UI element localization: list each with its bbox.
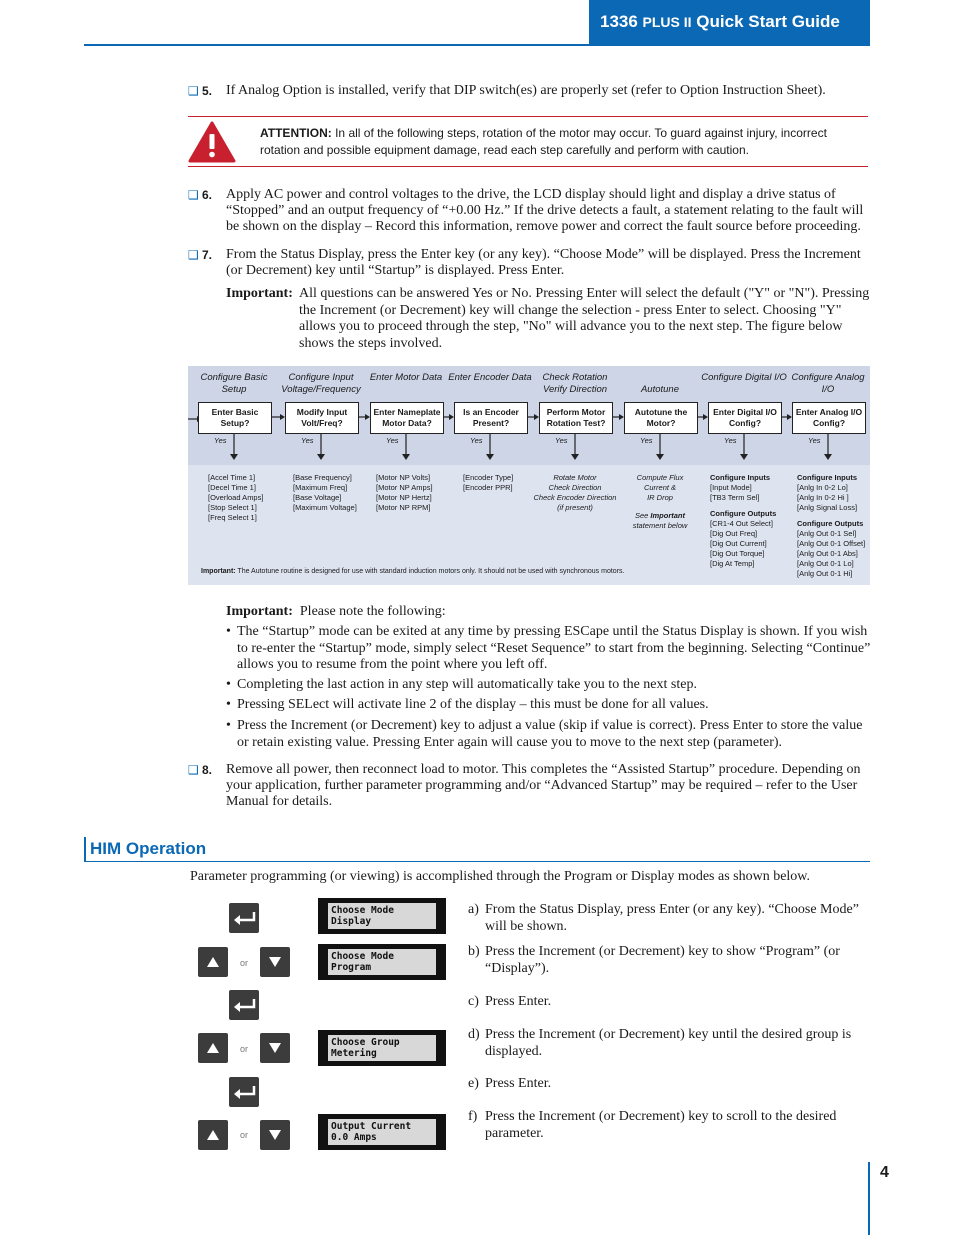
step-number: 7. — [202, 248, 213, 262]
section-marker — [84, 837, 86, 862]
step-text: Apply AC power and control voltages to the drive, the LCD display should light and display a drive status of “Stopped” and an output frequency of “+0.00 Hz.” If the drive detects a fault, a statement relating to the fault will be shown on the display – Record this information, remove power and correct the fault source before proceeding. — [226, 187, 864, 234]
flow-step-heading: Autotune — [640, 384, 680, 395]
lcd-display — [318, 1114, 446, 1150]
decrement-key-icon — [260, 947, 290, 977]
step-number: 8. — [202, 763, 213, 777]
flow-parameter-list: [Accel Time 1] [Decel Time 1] [Overload Amps] [Stop Select 1] [Freq Select 1] — [208, 473, 264, 522]
lcd-display — [318, 1030, 446, 1066]
step-number: 6. — [202, 188, 213, 202]
or-label: or — [240, 958, 249, 968]
section-intro: Parameter programming (or viewing) is accomplished through the Program or Display modes as shown below. — [190, 869, 811, 884]
flow-parameter-list: Configure Inputs [Anlg In 0-2 Lo] [Anlg In 0-2 Hi ] [Anlg Signal Loss] Configure Outputs [Anlg Out 0-1 Sel] [Anlg Out 0-1 Offset] [Anlg Out 0-1 Abs] [Anlg Out 0-1 Lo] [Anlg Out 0-1 Hi] — [797, 473, 866, 578]
flow-parameter-list: [Motor NP Volts] [Motor NP Amps] [Motor NP Hertz] [Motor NP RPM] — [376, 473, 433, 512]
important-note-2: Important: Please note the following: — [226, 604, 446, 619]
flow-decision-box: Autotune the Motor? — [624, 402, 698, 434]
checkbox-icon: ❑ — [188, 84, 199, 98]
flow-step-heading: Configure Input Voltage/Frequency — [281, 372, 361, 395]
flow-parameter-list: [Base Frequency] [Maximum Freq] [Base Voltage] [Maximum Voltage] — [293, 473, 357, 512]
lcd-text: Output Current 0.0 Amps — [328, 1119, 436, 1145]
flow-parameter-list: Compute Flux Current & IR Drop See Important statement below — [632, 473, 688, 530]
configure-outputs-heading: Configure Outputs — [710, 509, 777, 518]
flow-arrowhead — [317, 454, 325, 460]
step-text: From the Status Display, press the Enter key (or any key). “Choose Mode” will be displayed. Press the Increment (or Decrement) key until “Startup” is displayed. Press Enter. — [226, 247, 861, 278]
flow-step-heading: Configure Basic Setup — [200, 372, 268, 395]
enter-key-icon — [229, 990, 259, 1020]
flow-step-heading: Configure Analog I/O — [791, 372, 865, 395]
increment-key-icon — [198, 947, 228, 977]
important-label: Important: — [226, 286, 293, 301]
flow-yes-label: Yes — [214, 436, 227, 445]
checkbox-icon: ❑ — [188, 188, 199, 202]
flow-parameter-list: [Encoder Type] [Encoder PPR] — [463, 473, 514, 492]
page-number: 4 — [880, 1164, 889, 1181]
flowchart-content — [188, 366, 870, 585]
checkbox-icon: ❑ — [188, 763, 199, 777]
step-text: If Analog Option is installed, verify that DIP switch(es) are properly set (refer to Option Instruction Sheet). — [226, 83, 826, 98]
flow-decision-box: Modify Input Volt/Freq? — [285, 402, 359, 434]
page-number-rule — [868, 1162, 870, 1235]
section-title: HIM Operation — [90, 839, 207, 858]
or-label: or — [240, 1044, 249, 1054]
flow-step-heading: Enter Encoder Data — [448, 372, 532, 383]
lcd-text: Choose Mode Display — [328, 903, 436, 929]
flow-decision-box: Enter Digital I/O Config? — [708, 402, 782, 434]
step-number: 5. — [202, 84, 213, 98]
header-rule — [84, 44, 870, 46]
flow-decision-box: Perform Motor Rotation Test? — [539, 402, 613, 434]
section-rule — [84, 861, 870, 862]
flow-parameter-list: Configure Inputs [Input Mode] [TB3 Term Sel] Configure Outputs [CR1-4 Out Select] [Dig Out Freq] [Dig Out Current] [Dig Out Torque] [Dig At Temp] — [710, 473, 777, 568]
flow-step-heading: Configure Digital I/O — [701, 372, 787, 383]
lcd-display — [318, 898, 446, 934]
flow-yes-label: Yes — [470, 436, 483, 445]
configure-outputs-heading: Configure Outputs — [797, 519, 864, 528]
lcd-text: Choose Group Metering — [328, 1035, 436, 1061]
flow-yes-label: Yes — [724, 436, 737, 445]
decrement-key-icon — [260, 1033, 290, 1063]
flow-step-heading: Check Rotation Verify Direction — [542, 372, 608, 395]
flow-yes-label: Yes — [555, 436, 568, 445]
flow-yes-label: Yes — [640, 436, 653, 445]
flow-yes-label: Yes — [386, 436, 399, 445]
enter-key-icon — [229, 903, 259, 933]
increment-key-icon — [198, 1033, 228, 1063]
flowchart-important-note: Important: The Autotune routine is designed for use with standard induction motors only. It should not be used with synchronous motors. — [201, 568, 625, 575]
decrement-key-icon — [260, 1120, 290, 1150]
lcd-display — [318, 944, 446, 980]
checkbox-icon: ❑ — [188, 248, 199, 262]
attention-text: ATTENTION: In all of the following steps, rotation of the motor may occur. To guard against injury, incorrect rotation and possible equipment damage, read each step carefully and perform with caution. — [260, 126, 827, 157]
flow-arrowhead — [824, 454, 832, 460]
page-header-title: 1336 PLUS II Quick Start Guide — [600, 12, 840, 31]
flow-arrowhead — [486, 454, 494, 460]
flow-parameter-list: Rotate Motor Check Direction Check Encoder Direction (if present) — [533, 473, 617, 512]
flow-decision-box: Enter Nameplate Motor Data? — [370, 402, 444, 434]
flow-step-heading: Enter Motor Data — [369, 372, 443, 383]
flow-arrowhead — [740, 454, 748, 460]
lcd-text: Choose Mode Program — [328, 949, 436, 975]
flow-arrowhead — [571, 454, 579, 460]
flow-arrowhead — [230, 454, 238, 460]
flow-yes-label: Yes — [808, 436, 821, 445]
attention-rule-top — [188, 116, 868, 117]
flow-arrowhead — [402, 454, 410, 460]
flow-decision-box: Enter Analog I/O Config? — [792, 402, 866, 434]
important-text: All questions can be answered Yes or No. Pressing Enter will select the default ("Y" or "N"). Pressing the Increment (or Decrement) key will change the selection - press Enter to select. Choosing "Y" allows you to proceed through the step, "No" will advance you to the next step. The figure below shows the steps involved. — [299, 286, 870, 351]
enter-key-icon — [229, 1077, 259, 1107]
flow-yes-label: Yes — [301, 436, 314, 445]
increment-key-icon — [198, 1120, 228, 1150]
flow-arrowhead — [656, 454, 664, 460]
warning-icon — [188, 121, 236, 168]
configure-inputs-heading: Configure Inputs — [710, 473, 770, 482]
configure-inputs-heading: Configure Inputs — [797, 473, 857, 482]
attention-rule-bottom — [188, 166, 868, 167]
step-text: Remove all power, then reconnect load to motor. This completes the “Assisted Startup” procedure. Depending on your application, further parameter programming and/or “Advanced Startup” may be required – refer to the User Manual for details. — [226, 762, 861, 809]
flow-decision-box: Is an Encoder Present? — [454, 402, 528, 434]
flow-decision-box: Enter Basic Setup? — [198, 402, 272, 434]
or-label: or — [240, 1130, 249, 1140]
